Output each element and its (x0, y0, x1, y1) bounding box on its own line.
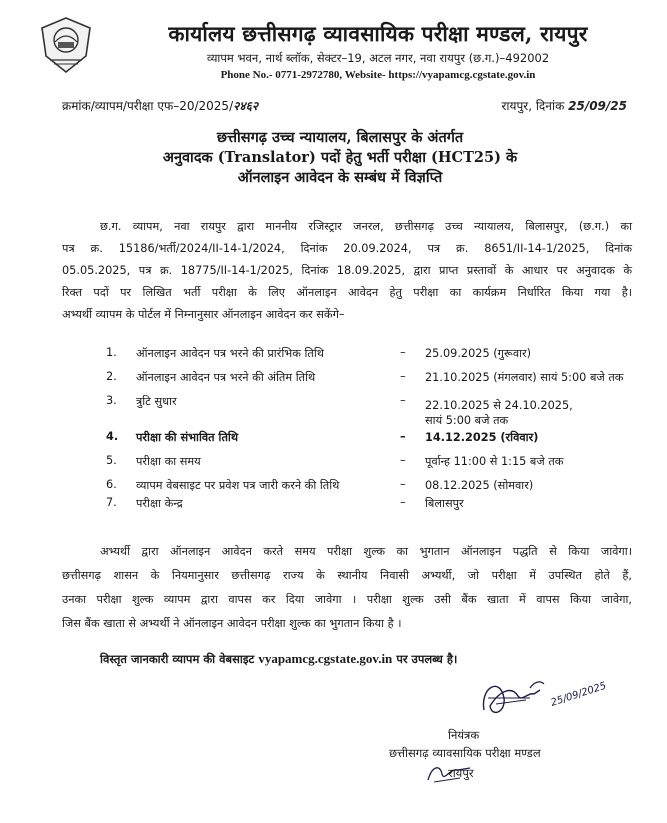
intro-line-2: पत्र क्र. 15186/भर्ती/2024/II-14-1/2024, दिनांक 20.09.2024, पत्र क्र. 8651/II-14-1/2025, दिनांक (62, 242, 632, 255)
schedule-item-label: त्रुटि सुधार (136, 395, 177, 408)
schedule-item (100, 430, 620, 450)
schedule-item-dash: – (400, 346, 406, 359)
info-suffix: पर उपलब्ध है। (396, 652, 458, 666)
schedule-item-no: 6. (106, 478, 117, 491)
schedule-item-dash: – (400, 430, 406, 443)
schedule-item-value: बिलासपुर (425, 497, 464, 510)
schedule-item-label: व्यापम वेबसाइट पर प्रवेश पत्र जारी करने की तिथि (136, 479, 340, 492)
schedule-item (100, 454, 620, 474)
issue-date (502, 97, 628, 114)
schedule-item-value: 14.12.2025 (रविवार) (425, 431, 539, 444)
org-contact: Phone No.- 0771-2972780, Website- https://vyapamcg.cgstate.gov.in (220, 69, 536, 81)
notice-heading (110, 128, 570, 188)
date-label: रायपुर, दिनांक (501, 99, 565, 113)
signature-date: 25/09/2025 (549, 680, 608, 709)
schedule-item-no: 4. (106, 430, 119, 443)
schedule-item-label: परीक्षा का समय (136, 455, 201, 468)
org-address: व्यापम भवन, नार्थ ब्लॉक, सेक्टर–19, अटल नगर, नवा रायपुर (छ.ग.)–492002 (206, 51, 550, 65)
reference-number (62, 97, 258, 114)
fee-line-3: उनका परीक्षा शुल्क व्यापम द्वारा वापस कर दिया जावेगा । परीक्षा शुल्क उसी बैंक खाता में वापस किया जावेगा, (62, 593, 632, 606)
reference-label: क्रमांक/व्यापम/परीक्षा एफ–20/2025/ (62, 99, 234, 113)
schedule-item (100, 370, 624, 390)
schedule-item-label: परीक्षा केन्द्र (136, 497, 183, 510)
intro-line-3: 05.05.2025, पत्र क्र. 18775/II-14-1/2025, दिनांक 18.09.2025, द्वारा प्राप्त प्रस्तावों के आधार पर अनुवादक के (62, 264, 632, 277)
signatory-title: नियंत्रक (448, 728, 480, 742)
schedule-item-dash: – (400, 454, 406, 467)
heading-line-2: अनुवादक (Translator) पदों हेतु भर्ती परीक्षा (HCT25) के (162, 149, 518, 166)
intro-line-5: अभ्यर्थी व्यापम के पोर्टल में निम्नानुसार ऑनलाइन आवेदन कर सकेंगे– (62, 308, 345, 321)
schedule-item (100, 496, 620, 516)
schedule-item-label: ऑनलाइन आवेदन पत्र भरने की प्रारंभिक तिथि (136, 347, 324, 360)
org-title: कार्यालय छत्तीसगढ़ व्यावसायिक परीक्षा मण्डल, रायपुर (168, 21, 588, 46)
schedule-item-value: 25.09.2025 (गुरूवार) (425, 347, 532, 360)
schedule-item-no: 3. (106, 394, 117, 407)
schedule-item-value-line2: सायं 5:00 बजे तक (425, 414, 509, 427)
heading-line-1: छत्तीसगढ़ उच्च न्यायालय, बिलासपुर के अंतर्गत (216, 129, 464, 146)
fee-line-1: अभ्यर्थी द्वारा ऑनलाइन आवेदन करते समय परीक्षा शुल्क का भुगतान ऑनलाइन पद्धति से किया जावेगा। (100, 545, 632, 558)
vyapam-emblem-logo (38, 16, 94, 74)
schedule-item-dash: – (400, 370, 406, 383)
schedule-item (100, 394, 620, 426)
fee-paragraph (62, 540, 632, 636)
fee-line-2: छत्तीसगढ़ शासन के नियमानुसार छत्तीसगढ़ राज्य के स्थानीय निवासी अभ्यर्थी, जो परीक्षा में उपस्थित होते हैं, (62, 569, 632, 582)
schedule-item-label: ऑनलाइन आवेदन पत्र भरने की अंतिम तिथि (136, 371, 316, 384)
signatory-org: छत्तीसगढ़ व्यावसायिक परीक्षा मण्डल (389, 746, 541, 760)
date-handwritten-value: 25/09/25 (568, 99, 627, 113)
info-prefix: विस्तृत जानकारी व्यापम की वेबसाइट (100, 652, 255, 666)
schedule-item-value (425, 398, 635, 428)
schedule-item-value: 08.12.2025 (सोमवार) (425, 479, 534, 492)
schedule-item-value: 21.10.2025 (मंगलवार) सायं 5:00 बजे तक (425, 371, 624, 384)
schedule-item-value: पूर्वान्ह 11:00 से 1:15 बजे तक (425, 455, 564, 468)
intro-line-4: रिक्त पदों पर लिखित भर्ती परीक्षा के लिए ऑनलाइन आवेदन हेतु परीक्षा का कार्यक्रम निर्धारित किया गया है। (62, 286, 632, 299)
schedule-item (100, 346, 620, 366)
signatory-city: रायपुर (448, 766, 474, 780)
controller-signature (470, 668, 620, 728)
reference-handwritten-number: २४६२ (233, 99, 259, 113)
schedule-item-dash: – (400, 394, 406, 407)
more-info-line (100, 651, 457, 667)
intro-line-1: छ.ग. व्यापम, नवा रायपुर द्वारा माननीय रजिस्ट्रार जनरल, छत्तीसगढ़ उच्च न्यायालय, बिलासपुर, (छ.ग.) का (100, 220, 632, 233)
schedule-item-no: 2. (106, 370, 117, 383)
schedule-item-no: 5. (106, 454, 117, 467)
website-link[interactable]: vyapamcg.cgstate.gov.in (258, 651, 393, 666)
schedule-item (100, 478, 620, 498)
heading-line-3: ऑनलाइन आवेदन के सम्बंध में विज्ञप्ति (237, 169, 443, 186)
schedule-item-dash: – (400, 478, 406, 491)
fee-line-4: जिस बैंक खाता से अभ्यर्थी ने ऑनलाइन आवेदन परीक्षा शुल्क का भुगतान किया है । (62, 617, 402, 630)
schedule-item-no: 7. (106, 496, 117, 509)
schedule-item-value-line1: 22.10.2025 से 24.10.2025, (425, 399, 573, 412)
intro-paragraph (62, 216, 632, 326)
schedule-item-no: 1. (106, 346, 117, 359)
schedule-item-dash: – (400, 496, 406, 509)
schedule-item-label: परीक्षा की संभावित तिथि (136, 431, 239, 444)
